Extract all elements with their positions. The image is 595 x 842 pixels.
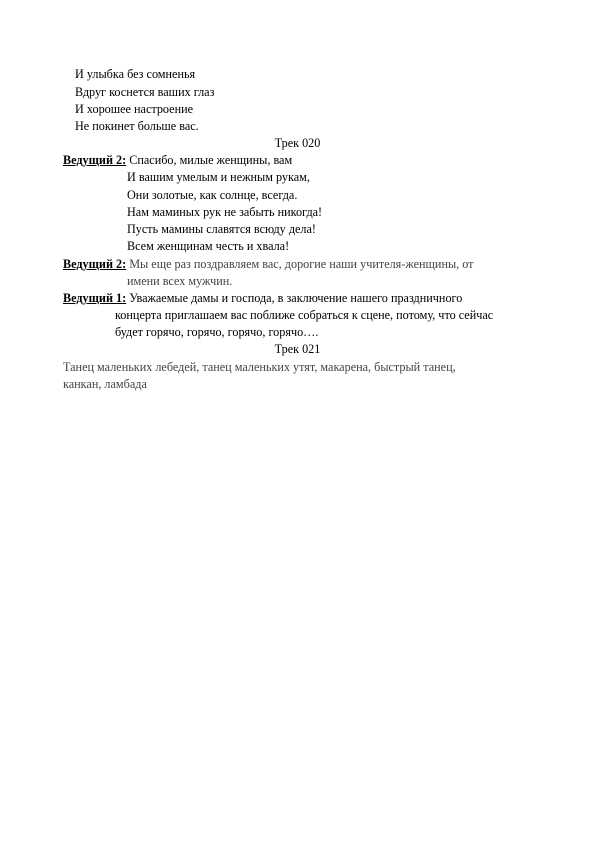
speech-text: имени всех мужчин. — [127, 274, 233, 288]
speech-text: Спасибо, милые женщины, вам — [129, 153, 293, 167]
speaker-name: Ведущий 2: — [63, 257, 127, 271]
speech-text: будет горячо, горячо, горячо, горячо…. — [115, 325, 319, 339]
speaker-line — [63, 290, 462, 306]
speaker-line — [63, 256, 474, 272]
verse-line: Всем женщинам честь и хвала! — [127, 239, 290, 253]
verse-line: Пусть мамины славятся всюду дела! — [127, 222, 316, 236]
verse-line: Они золотые, как солнце, всегда. — [127, 188, 298, 202]
poem-line: И улыбка без сомненья — [75, 67, 196, 81]
dance-list: канкан, ламбада — [63, 377, 147, 391]
speaker-name: Ведущий 2: — [63, 153, 127, 167]
poem-line: Вдруг коснется ваших глаз — [75, 85, 215, 99]
poem-line: И хорошее настроение — [75, 102, 194, 116]
verse-line: Нам маминых рук не забыть никогда! — [127, 205, 323, 219]
track-label: Трек 020 — [274, 136, 321, 150]
speech-text: Мы еще раз поздравляем вас, дорогие наши учителя-женщины, от — [129, 257, 474, 271]
verse-line: И вашим умелым и нежным рукам, — [127, 170, 310, 184]
poem-line: Не покинет больше вас. — [75, 119, 199, 133]
track-label: Трек 021 — [274, 342, 321, 356]
speaker-name: Ведущий 1: — [63, 291, 127, 305]
dance-list: Танец маленьких лебедей, танец маленьких утят, макарена, быстрый танец, — [63, 360, 456, 374]
speaker-line — [63, 152, 292, 168]
speech-text: Уважаемые дамы и господа, в заключение нашего праздничного — [129, 291, 463, 305]
speech-text: концерта приглашаем вас поближе собраться к сцене, потому, что сейчас — [115, 308, 494, 322]
